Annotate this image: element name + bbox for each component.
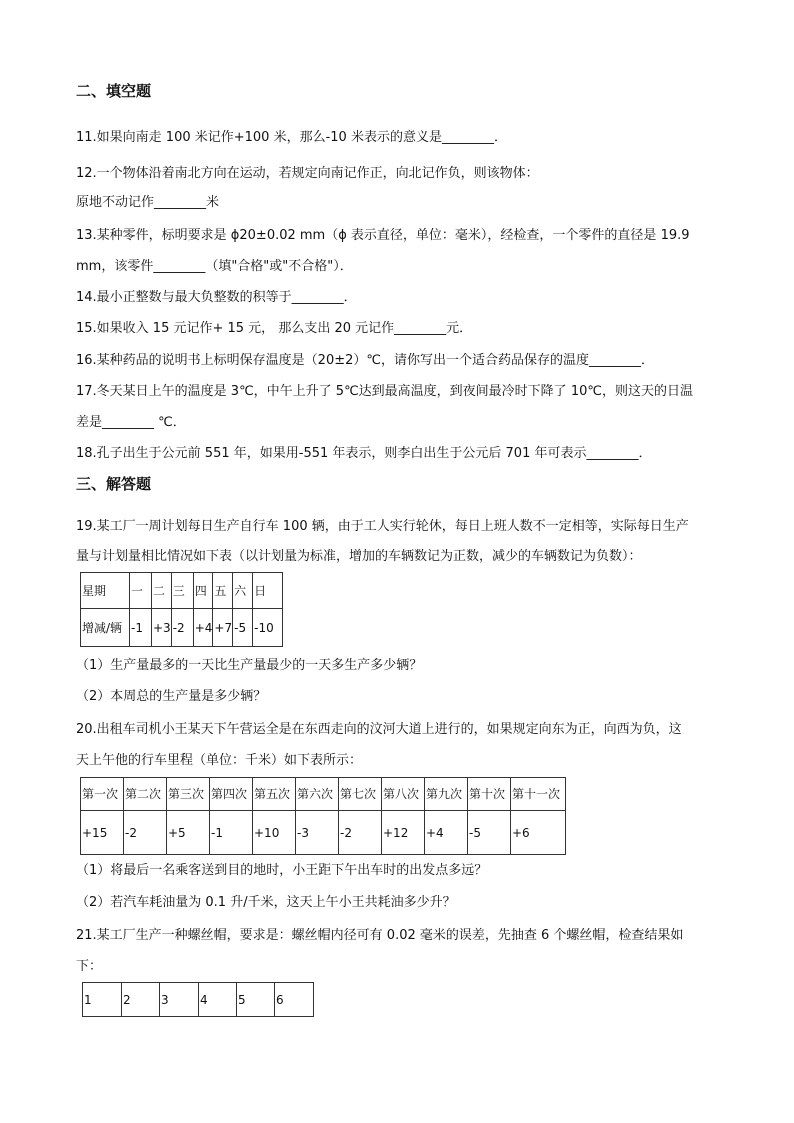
table-cell: 第二次 [124, 778, 167, 811]
question-16: 16.某种药品的说明书上标明保存温度是（20±2）℃，请你写出一个适合药品保存的温度________． [76, 353, 654, 368]
table-row [81, 811, 566, 855]
table-cell: +4 [193, 609, 213, 647]
table-cell: 4 [199, 983, 237, 1017]
table-cell: -5 [233, 609, 253, 647]
table-cell: -2 [124, 811, 167, 855]
table-cell: 6 [275, 983, 314, 1017]
question-13-line-1: 13.某种零件，标明要求是 ϕ20±0.02 mm（ϕ 表示直径，单位：毫米），经检查，一个零件的直径是 19.9 [76, 228, 690, 243]
table-cell: 六 [233, 573, 253, 609]
question-21-line-1: 21.某工厂生产一种螺丝帽，要求是：螺丝帽内径可有 0.02 毫米的误差，先抽查 6 个螺丝帽，检查结果如 [76, 928, 684, 943]
q20-table [80, 777, 566, 855]
table-cell: 第一次 [81, 778, 124, 811]
section-heading-solve: 三、解答题 [76, 475, 152, 493]
table-cell: 二 [152, 573, 172, 609]
table-cell: 1 [83, 983, 122, 1017]
table-cell: +12 [382, 811, 425, 855]
table-header-row [81, 778, 566, 811]
question-12-line-1: 12.一个物体沿着南北方向在运动，若规定向南记作正，向北记作负，则该物体： [76, 166, 539, 181]
q21-table [82, 982, 314, 1017]
table-header-row [81, 573, 283, 609]
table-cell: 第十次 [468, 778, 511, 811]
table-cell: +15 [81, 811, 124, 855]
table-cell: -2 [339, 811, 382, 855]
table-cell: -1 [210, 811, 253, 855]
table-cell: 增减/辆 [81, 609, 130, 647]
question-12-line-2: 原地不动记作________米 [76, 195, 220, 210]
table-cell: 第四次 [210, 778, 253, 811]
question-17-line-1: 17.冬天某日上午的温度是 3℃，中午上升了 5℃达到最高温度，到夜间最冷时下降了 10℃，则这天的日温 [76, 384, 693, 399]
table-cell: 第八次 [382, 778, 425, 811]
table-cell: +4 [425, 811, 468, 855]
table-cell: -2 [171, 609, 193, 647]
table-cell: +5 [167, 811, 210, 855]
table-cell: +7 [213, 609, 233, 647]
question-19-line-1: 19.某工厂一周计划每日生产自行车 100 辆，由于工人实行轮休，每日上班人数不一定相等，实际每日生产 [76, 519, 689, 534]
question-14: 14.最小正整数与最大负整数的积等于________． [76, 290, 357, 305]
table-header-row [83, 983, 314, 1017]
table-cell: 第三次 [167, 778, 210, 811]
question-20-line-2: 天上午他的行车里程（单位：千米）如下表所示： [76, 753, 363, 768]
question-17-line-2: 差是________ ℃． [76, 415, 186, 430]
question-20-sub-1: （1）将最后一名乘客送到目的地时，小王距下午出车时的出发点多远？ [76, 863, 488, 878]
table-cell: 5 [237, 983, 275, 1017]
table-cell: 一 [130, 573, 152, 609]
table-cell: -1 [130, 609, 152, 647]
question-19-line-2: 量与计划量相比情况如下表（以计划量为标准，增加的车辆数记为正数，减少的车辆数记为负数）： [76, 549, 642, 564]
question-15: 15.如果收入 15 元记作+ 15 元， 那么支出 20 元记作________元． [76, 321, 473, 336]
question-13-line-2: mm，该零件________（填"合格"或"不合格"）． [76, 259, 353, 274]
table-cell: +6 [511, 811, 566, 855]
q19-table [80, 572, 283, 647]
table-cell: 三 [171, 573, 193, 609]
table-row [81, 609, 283, 647]
question-21-line-2: 下： [76, 959, 103, 974]
table-cell: +10 [253, 811, 296, 855]
question-11: 11.如果向南走 100 米记作+100 米，那么-10 米表示的意义是________． [76, 130, 507, 145]
table-cell: 第五次 [253, 778, 296, 811]
table-cell: 第九次 [425, 778, 468, 811]
table-cell: 2 [122, 983, 160, 1017]
table-cell: 第七次 [339, 778, 382, 811]
question-18: 18.孔子出生于公元前 551 年，如果用-551 年表示，则李白出生于公元后 701 年可表示________． [76, 446, 652, 461]
table-cell: -5 [468, 811, 511, 855]
table-cell: -10 [253, 609, 283, 647]
question-20-line-1: 20.出租车司机小王某天下午营运全是在东西走向的汶河大道上进行的，如果规定向东为正，向西为负，这 [76, 722, 682, 737]
question-19-sub-2: （2）本周总的生产量是多少辆？ [76, 689, 267, 704]
table-cell: 3 [160, 983, 199, 1017]
table-cell: 日 [253, 573, 283, 609]
table-cell: 第六次 [296, 778, 339, 811]
table-cell: -3 [296, 811, 339, 855]
table-cell: 四 [193, 573, 213, 609]
table-cell: 第十一次 [511, 778, 566, 811]
table-cell: 星期 [81, 573, 130, 609]
section-heading-fill-in: 二、填空题 [76, 82, 152, 100]
table-cell: +3 [152, 609, 172, 647]
table-cell: 五 [213, 573, 233, 609]
question-20-sub-2: （2）若汽车耗油量为 0.1 升/千米，这天上午小王共耗油多少升？ [76, 895, 456, 910]
question-19-sub-1: （1）生产量最多的一天比生产量最少的一天多生产多少辆？ [76, 658, 423, 673]
